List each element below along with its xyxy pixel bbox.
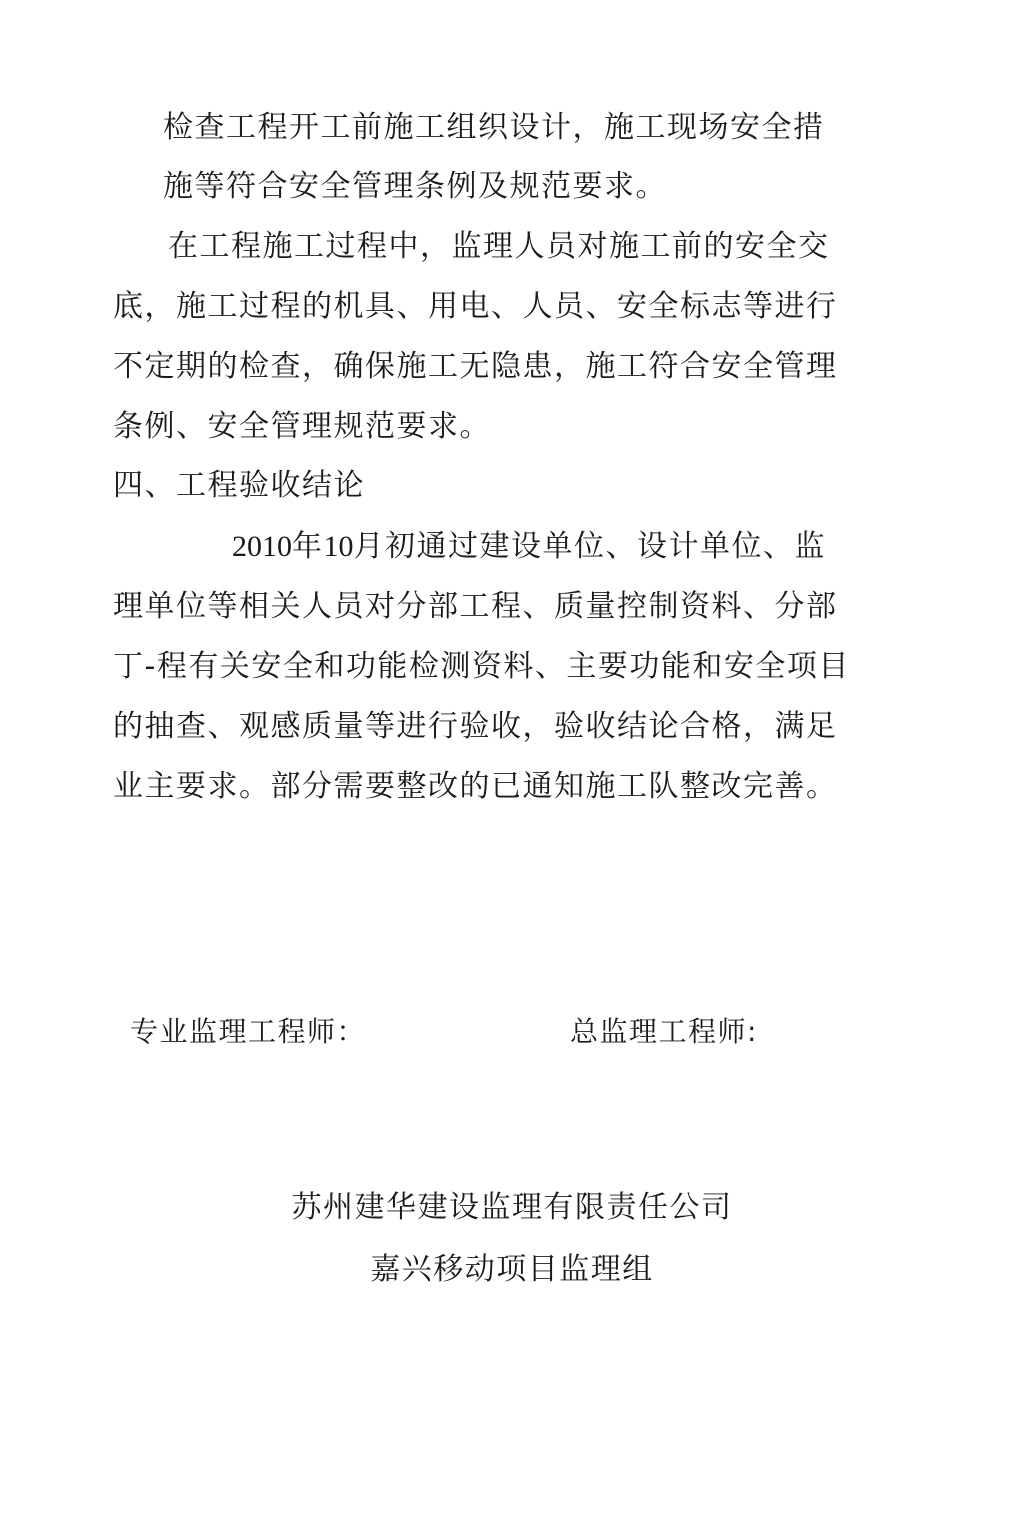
paragraph-2-line-1: 在工程施工过程中，监理人员对施工前的安全交 [168, 229, 830, 264]
year-value: 2010 [232, 530, 292, 563]
paragraph-1-line-2: 施等符合安全管理条例及规范要求。 [163, 169, 667, 204]
chief-engineer-label: 总监理工程师: [570, 1015, 758, 1048]
paragraph-3-line-4: 的抽查、观感质量等进行验收，验收结论合格，满足 [113, 709, 838, 744]
specialist-engineer-label: 专业监理工程师： [130, 1015, 367, 1048]
paragraph-3-line-1 [232, 527, 826, 567]
paragraph-2-line-4: 条例、安全管理规范要求。 [113, 409, 491, 444]
paragraph-3-line-1-rest: 月初通过建设单位、设计单位、监 [353, 529, 826, 564]
paragraph-3-line-3: 丁-程有关安全和功能检测资料、主要功能和安全项目 [113, 649, 850, 684]
section-heading: 四、工程验收结论 [113, 468, 365, 503]
paragraph-2-line-2: 底，施工过程的机具、用电、人员、安全标志等进行 [113, 289, 838, 324]
paragraph-1-line-1: 检查工程开工前施工组织设计，施工现场安全措 [163, 110, 825, 145]
project-group-name: 嘉兴移动项目监理组 [370, 1252, 654, 1287]
company-name: 苏州建华建设监理有限责任公司 [291, 1190, 733, 1225]
paragraph-3-line-2: 理单位等相关人员对分部工程、质量控制资料、分部 [113, 589, 838, 624]
paragraph-3-line-5: 业主要求。部分需要整改的已通知施工队整改完善。 [113, 769, 838, 804]
month-value: 10 [323, 530, 354, 563]
year-unit: 年 [292, 529, 324, 564]
paragraph-2-line-3: 不定期的检查，确保施工无隐患，施工符合安全管理 [113, 349, 838, 384]
